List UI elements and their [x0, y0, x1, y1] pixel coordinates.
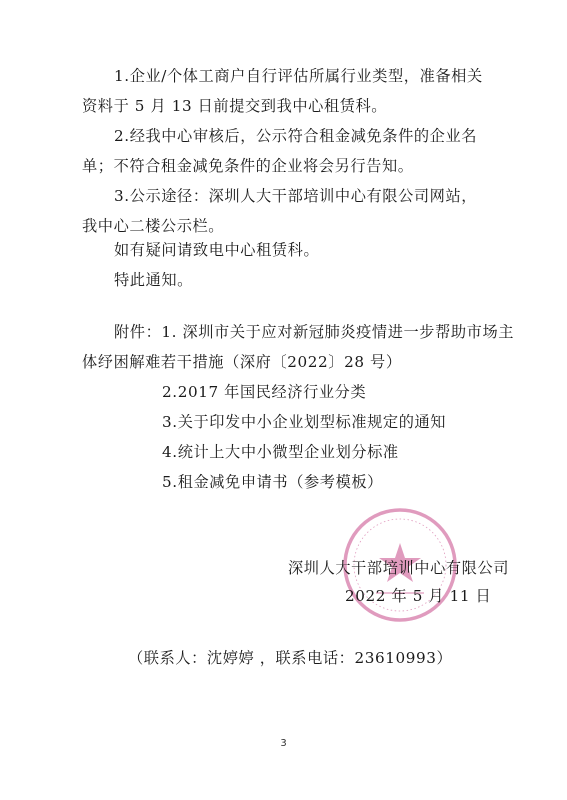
item3-line1: 3.公示途径：深圳人大干部培训中心有限公司网站，: [114, 187, 478, 205]
page-number: 3: [280, 738, 287, 749]
footer-contact: （联系人：沈婷婷 ，联系电话：23610993）: [128, 649, 453, 667]
signature-date: 2022 年 5 月 11 日: [345, 587, 492, 605]
contact-note: 如有疑问请致电中心租赁科。: [114, 241, 320, 259]
item1-line2: 资料于 5 月 13 日前提交到我中心租赁科。: [82, 97, 388, 115]
closing-text: 特此通知。: [114, 271, 193, 289]
item3-line2: 我中心二楼公示栏。: [82, 217, 225, 235]
signature-organization: 深圳人大干部培训中心有限公司: [288, 559, 510, 577]
attachment-item-5: 5.租金减免申请书（参考模板）: [162, 473, 383, 491]
item1-line1: 1.企业/个体工商户自行评估所属行业类型，准备相关: [114, 67, 483, 85]
attachment-item-3: 3.关于印发中小企业划型标准规定的通知: [162, 413, 447, 431]
attachment-item-2: 2.2017 年国民经济行业分类: [162, 383, 367, 401]
item2-line1: 2.经我中心审核后，公示符合租金减免条件的企业名: [114, 127, 478, 145]
attachments-line2: 体纾困解难若干措施（深府〔2022〕28 号）: [82, 353, 402, 371]
item2-line2: 单；不符合租金减免条件的企业将会另行告知。: [82, 157, 414, 175]
attachments-line1: 附件：1. 深圳市关于应对新冠肺炎疫情进一步帮助市场主: [114, 323, 515, 341]
attachment-item-4: 4.统计上大中小微型企业划分标准: [162, 443, 399, 461]
